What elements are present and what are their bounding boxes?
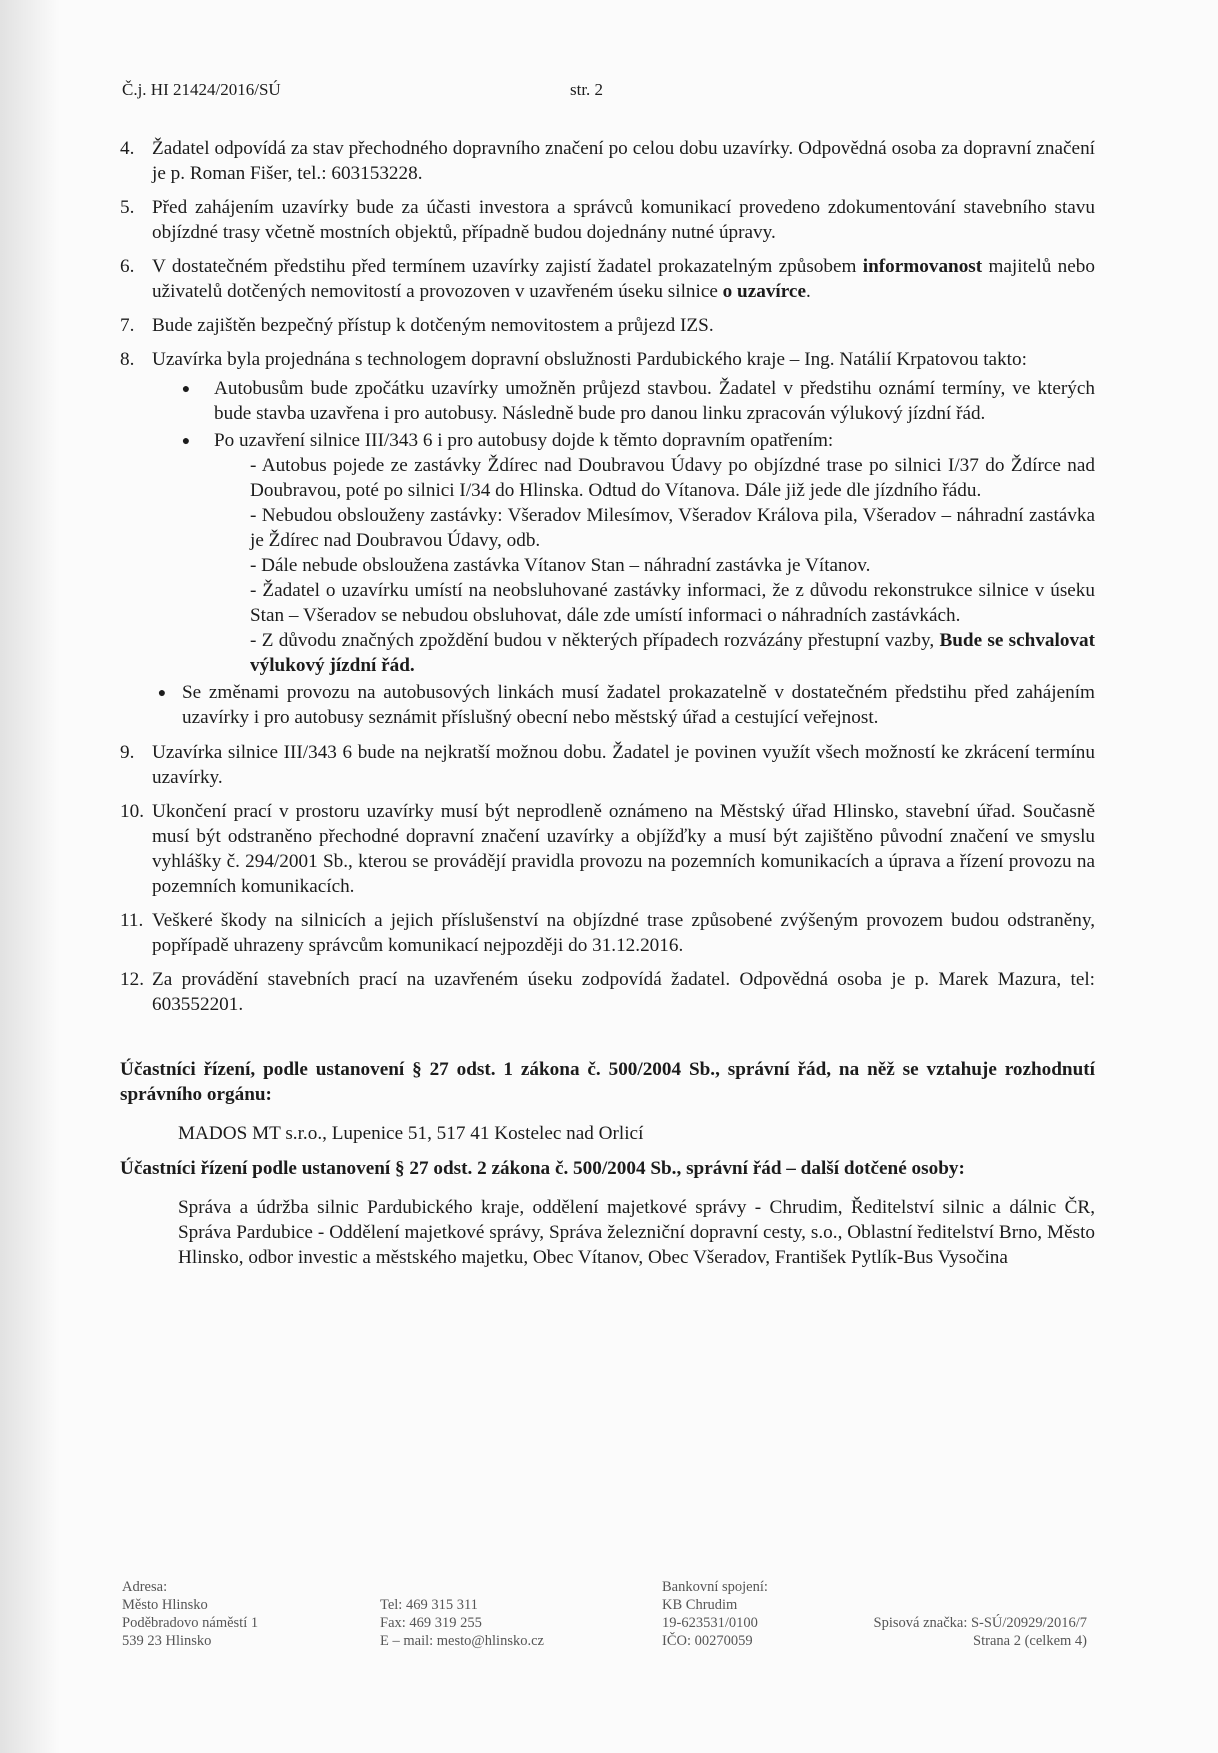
footer-address-line: Město Hlinsko [122,1597,208,1613]
sub-item [250,628,1095,678]
condition-item-8 [120,347,1095,372]
section-title: Účastníci řízení podle ustanovení § 27 odst. 2 zákona č. 500/2004 Sb., správní řád – další dotčené osoby: [120,1158,965,1179]
footer-address-line: 539 23 Hlinsko [122,1633,212,1649]
sub-item: - Nebudou obslouženy zastávky: Všeradov Milesímov, Všeradov Králova pila, Všeradov – náhradní zastávka je Ždírec nad Doubravou Údavy, odb. [250,505,1095,551]
page-label: str. 2 [570,80,604,99]
condition-item-4 [120,136,1095,186]
bullet-intro: Po uzavření silnice III/343 6 i pro autobusy dojde k těmto dopravním opatřením: [214,430,834,451]
bullet-item [158,428,1095,678]
bullet-list [158,376,1095,730]
item-text: Uzavírka byla projednána s technologem dopravní obslužnosti Pardubického kraje – Ing. Natálií Krpatovou takto: [152,349,1027,370]
bullet-icon: ● [181,434,191,449]
footer-email: E – mail: mesto@hlinsko.cz [380,1633,544,1649]
scan-shadow [0,0,60,1753]
participant-text: Správa a údržba silnic Pardubického kraje, oddělení majetkové správy - Chrudim, Ředitelství silnic a dálnic ČR, Správa Pardubice - Oddělení majetkové správy, Správa železniční dopravní cesty, s.o., Oblastní ředitelství Brno, Město Hlinsko, odbor investic a městského majetku, Obec Vítanov, Obec Všeradov, František Pytlík-Bus Vysočina [178,1197,1095,1268]
sub-item-text: - Z důvodu značných zpoždění budou v některých případech rozvázány přestupní vazby, [250,630,935,651]
bullet-text [214,428,1095,678]
item-text-bold: o uzavírce [722,281,806,302]
participant-text: MADOS MT s.r.o., Lupenice 51, 517 41 Kostelec nad Orlicí [178,1123,644,1144]
footer-address-line: Poděbradovo náměstí 1 [122,1615,259,1631]
condition-item-11 [120,908,1095,958]
item-text-part: . [805,281,811,302]
footer-address-label: Adresa: [122,1579,168,1595]
sub-item: - Dále nebude obsloužena zastávka Vítanov Stan – náhradní zastávka je Vítanov. [250,555,871,576]
bullet-item [158,376,1095,426]
footer-contacts [380,1596,544,1650]
item-number: 6. [120,256,135,277]
condition-item-6 [120,254,1095,304]
item-text: Za provádění stavebních prací na uzavřeném úseku zodpovídá žadatel. Odpovědná osoba je p. Marek Mazura, tel: 603552201. [152,969,1095,1015]
item-text-part: V dostatečném předstihu před termínem uzavírky zajistí žadatel prokazatelným způsobem [152,256,863,277]
item-text: Uzavírka silnice III/343 6 bude na nejkratší možnou dobu. Žadatel je povinen využít všech možností ke zkrácení termínu uzavírky. [152,742,1095,788]
footer-bank-line: 19-623531/0100 [662,1615,758,1631]
condition-item-12 [120,967,1095,1017]
bullet-icon: ● [181,382,191,397]
item-text [152,254,1095,304]
document-body [120,136,1095,1280]
item-text: Před zahájením uzavírky bude za účasti investora a správců komunikací provedeno zdokumentování stavebního stavu objízdné trasy včetně mostních objektů, případně budou dojednány nutné úpravy. [152,197,1095,243]
footer-bank [662,1578,768,1650]
footer-fax: Fax: 469 319 255 [380,1615,482,1631]
bullet-text: Autobusům bude zpočátku uzavírky umožněn průjezd stavbou. Žadatel v předstihu oznámí termíny, ve kterých bude stavba uzavřena i pro autobusy. Následně bude pro danou linku zpracován výlukový jízdní řád. [214,378,1095,424]
item-number: 8. [120,349,135,370]
participants-section-2 [120,1156,1095,1270]
participants-section-1 [120,1057,1095,1146]
footer-ico: IČO: 00270059 [662,1633,753,1649]
condition-item-5 [120,195,1095,245]
condition-item-9 [120,740,1095,790]
footer-tel: Tel: 469 315 311 [380,1597,478,1613]
footer-address [122,1578,258,1650]
sub-item: - Žadatel o uzavírku umístí na neobsluhované zastávky informaci, že z důvodu rekonstrukce silnice v úseku Stan – Všeradov se nebudou obsluhovat, dále zde umístí informaci o náhradních zastávkách. [250,580,1095,626]
bullet-item [142,680,1095,730]
bullet-text: Se změnami provozu na autobusových linkách musí žadatel prokazatelně v dostatečném předstihu před zahájením uzavírky i pro autobusy seznámit příslušný obecní nebo městský úřad a cestující veřejnost. [182,682,1095,728]
item-text: Bude zajištěn bezpečný přístup k dotčeným nemovitostem a průjezd IZS. [152,315,714,336]
condition-item-7 [120,313,1095,338]
item-number: 7. [120,315,135,336]
item-number: 4. [120,138,135,159]
bullet-icon: ● [157,686,167,701]
item-number: 5. [120,197,135,218]
item-number: 11. [120,910,144,931]
item-number: 10. [120,801,144,822]
reference-number: Č.j. HI 21424/2016/SÚ [122,80,281,99]
item-number: 9. [120,742,135,763]
footer-file [872,1614,1087,1650]
item-text: Žadatel odpovídá za stav přechodného dopravního značení po celou dobu uzavírky. Odpovědná osoba za dopravní značení je p. Roman Fišer, tel.: 603153228. [152,138,1095,184]
item-text-bold: informovanost [862,256,983,277]
sub-list [214,453,1095,678]
footer-file-number: Spisová značka: S-SÚ/20929/2016/7 [873,1615,1087,1631]
section-title: Účastníci řízení, podle ustanovení § 27 odst. 1 zákona č. 500/2004 Sb., správní řád, na něž se vztahuje rozhodnutí správního orgánu: [120,1059,1095,1105]
sub-item-bold: Bude se schvalovat výlukový jízdní řád. [250,630,1096,676]
footer-page-count: Strana 2 (celkem 4) [973,1633,1087,1649]
footer-bank-label: Bankovní spojení: [662,1579,768,1595]
condition-item-10 [120,799,1095,899]
item-number: 12. [120,969,144,990]
item-text: Ukončení prací v prostoru uzavírky musí být neprodleně oznámeno na Městský úřad Hlinsko, stavební úřad. Současně musí být odstraněno přechodné dopravní značení uzavírky a objížďky a musí být zajištěno původní značení ve smyslu vyhlášky č. 294/2001 Sb., kterou se provádějí pravidla provozu na pozemních komunikacích a úprava a řízení provozu na pozemních komunikacích. [152,801,1095,897]
item-text: Veškeré škody na silnicích a jejich příslušenství na objízdné trase způsobené zvýšeným provozem budou odstraněny, popřípadě uhrazeny správcům komunikací nejpozději do 31.12.2016. [152,910,1095,956]
item-text-part: majitelů nebo uživatelů dotčených nemovitostí a provozoven v uzavřeném úseku silnice [152,256,1095,302]
footer-bank-line: KB Chrudim [662,1597,738,1613]
sub-item: - Autobus pojede ze zastávky Ždírec nad Doubravou Údavy po objízdné trase po silnici I/37 do Ždírce nad Doubravou, poté po silnici I/34 do Hlinska. Odtud do Vítanova. Dále již jede dle jízdního řádu. [250,455,1095,501]
